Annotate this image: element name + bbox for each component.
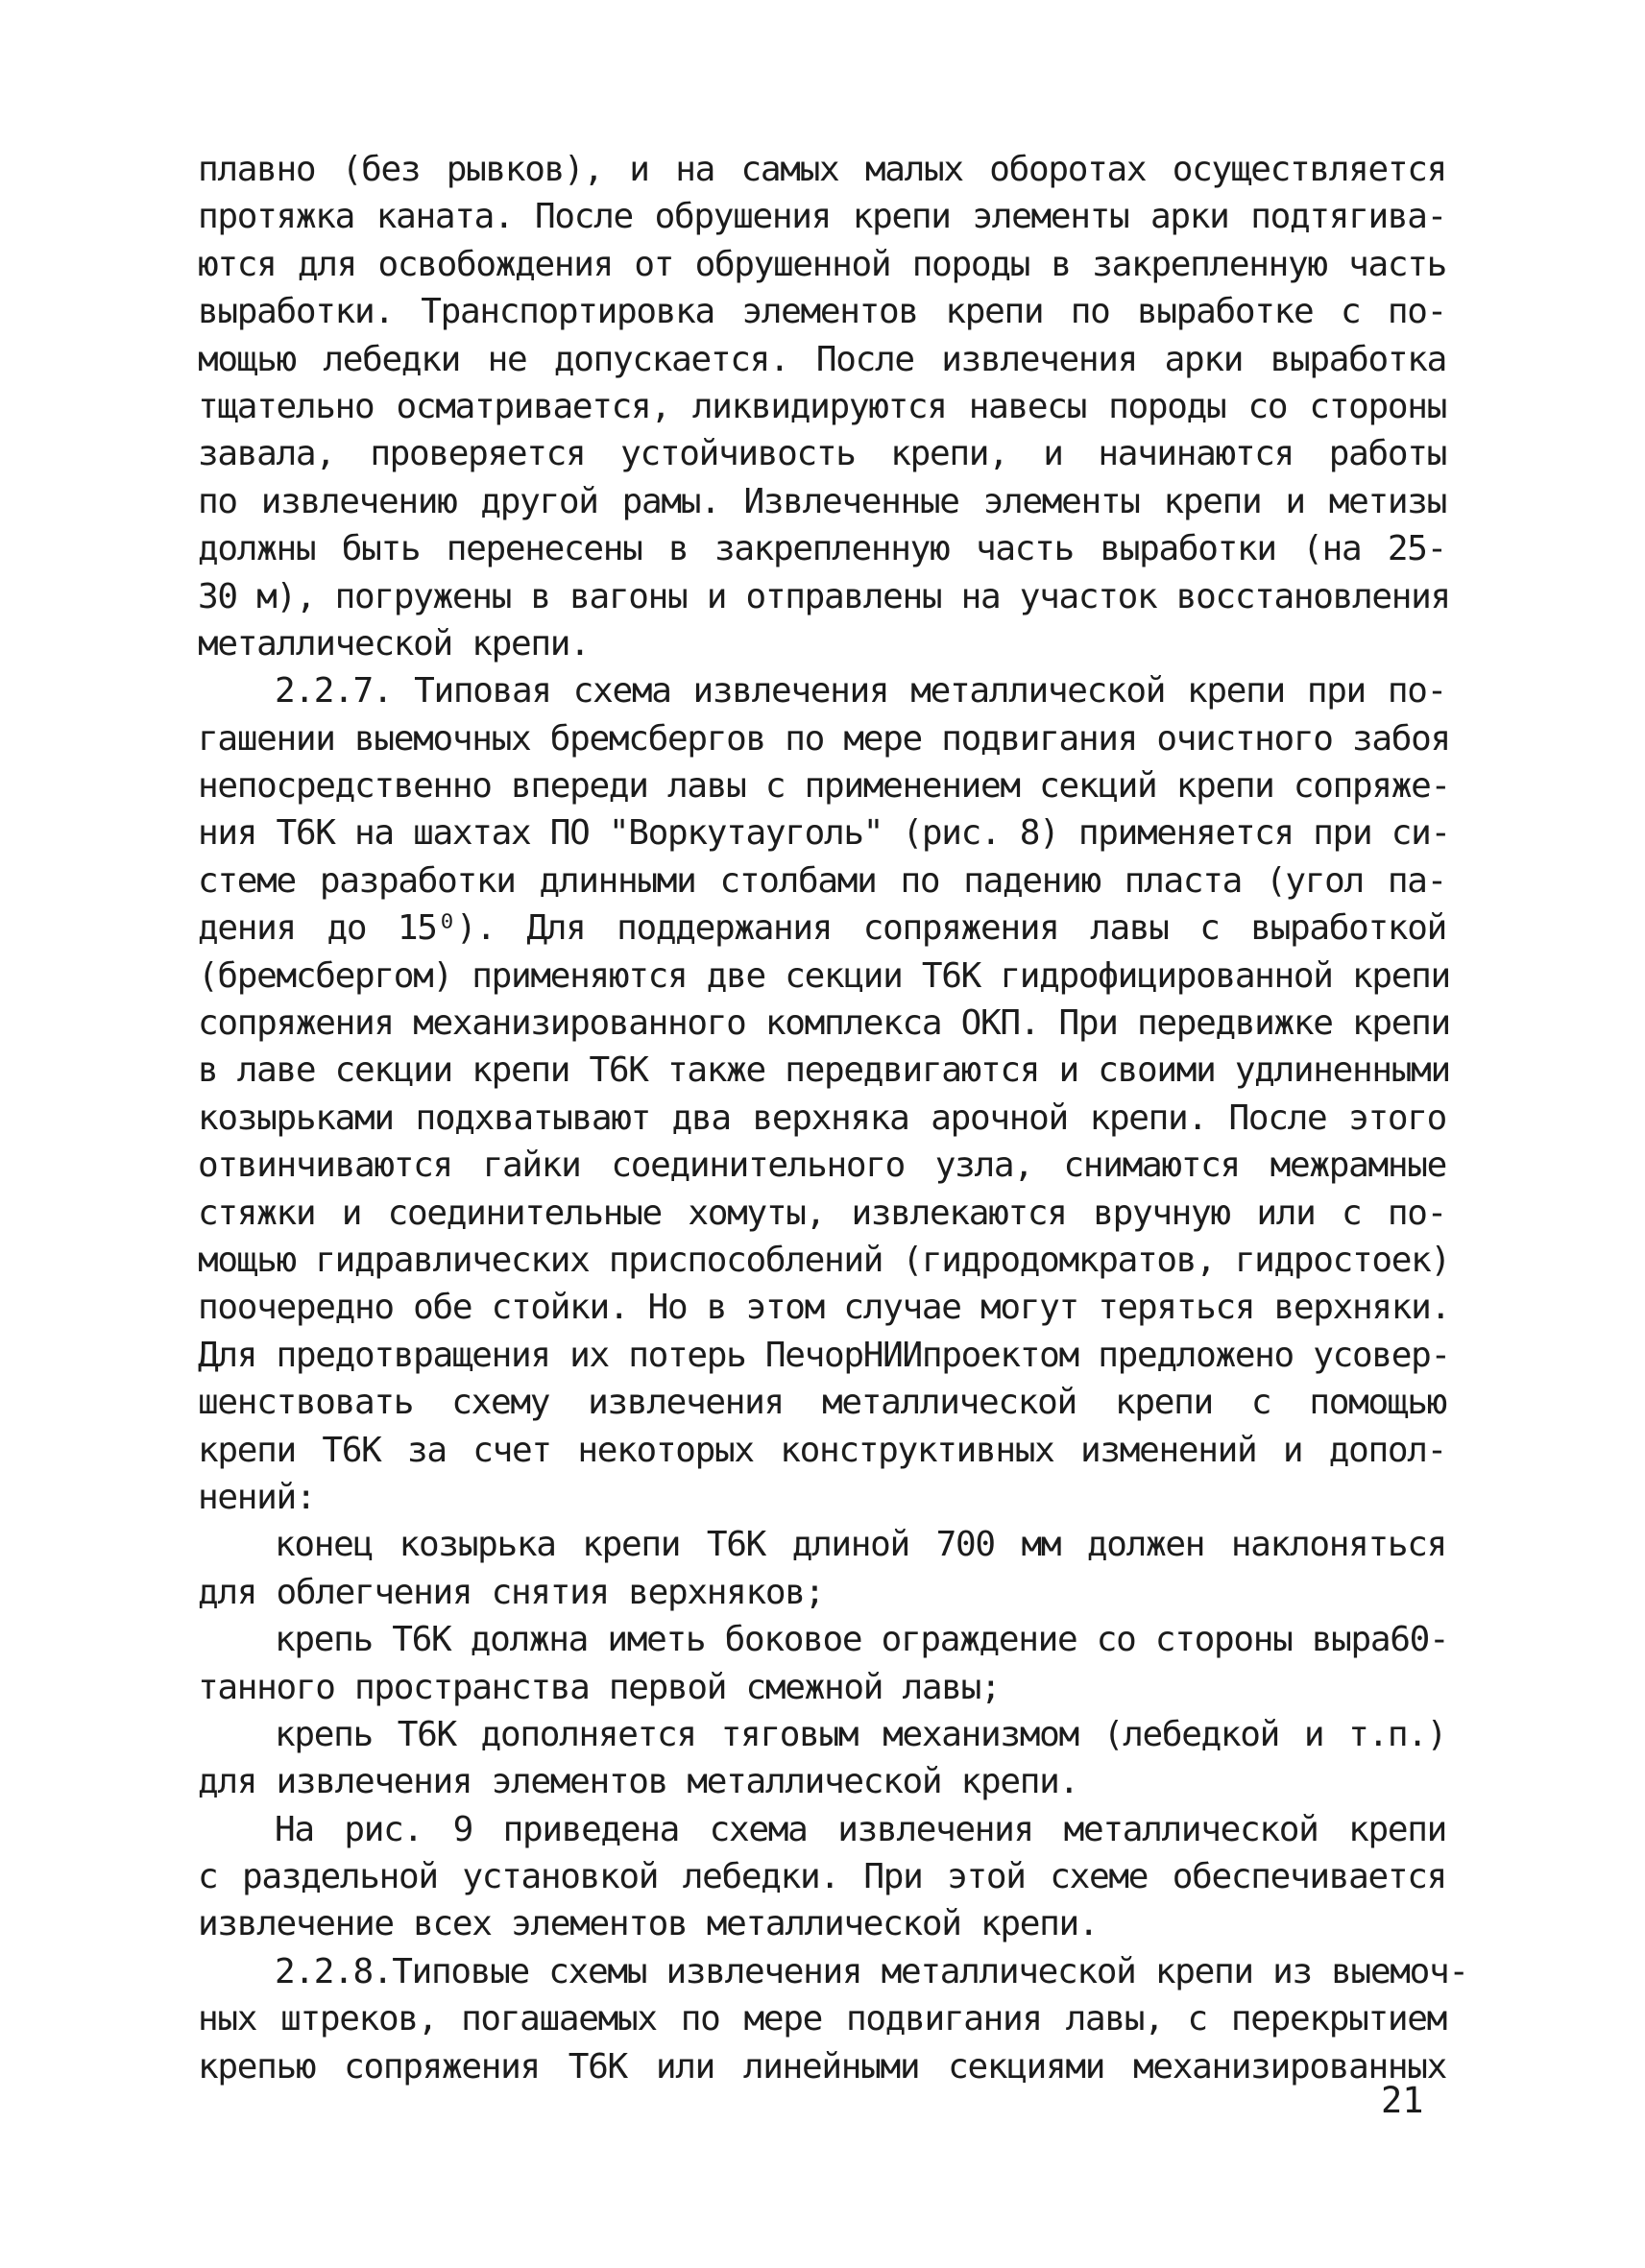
- text-line: крепи Т6К за счет некоторых конструктивных изменений и допол-: [198, 1430, 1446, 1470]
- text-line: стяжки и соединительные хомуты, извлекаются вручную или с по-: [198, 1193, 1446, 1233]
- body-text: [198, 146, 1468, 2090]
- text-line: крепью сопряжения Т6К или линейными секциями механизированных: [198, 2046, 1446, 2087]
- text-line: танного пространства первой смежной лавы;: [198, 1667, 1001, 1707]
- text-line: плавно (без рывков), и на самых малых оборотах осуществляется: [198, 150, 1446, 189]
- text-line: должны быть перенесены в закрепленную часть выработки (на 25-: [198, 529, 1446, 569]
- text-line: крепь Т6К дополняется тяговым механизмом (лебедкой и т.п.): [275, 1714, 1446, 1754]
- text-line: в лаве секции крепи Т6К также передвигаются и своими удлиненными: [198, 1050, 1450, 1091]
- text-line: металлической крепи.: [198, 623, 590, 664]
- text-line: конец козырька крепи Т6К длиной 700 мм должен наклоняться: [275, 1525, 1446, 1565]
- text-line: поочередно обе стойки. Но в этом случае могут теряться верхняки.: [198, 1288, 1450, 1328]
- text-line: ния Т6К на шахтах ПО "Воркутауголь" (рис. 8) применяется при си-: [198, 813, 1450, 854]
- text-line: 2.2.8.Типовые схемы извлечения металлической крепи из выемоч-: [275, 1951, 1468, 1991]
- text-line: 2.2.7. Типовая схема извлечения металлической крепи при по-: [275, 671, 1446, 712]
- text-line: для извлечения элементов металлической крепи.: [198, 1762, 1078, 1802]
- text-line: нений:: [198, 1477, 316, 1517]
- text-line: 30 м), погружены в вагоны и отправлены на участок восстановления: [198, 576, 1450, 616]
- text-line: дения до 15⁰). Для поддержания сопряжения лавы с выработкой: [198, 908, 1446, 949]
- text-line: отвинчиваются гайки соединительного узла, снимаются межрамные: [198, 1146, 1446, 1186]
- text-line: На рис. 9 приведена схема извлечения металлической крепи: [275, 1809, 1446, 1849]
- text-line: крепь Т6К должна иметь боковое ограждение со стороны выра60-: [275, 1620, 1449, 1660]
- text-line: для облегчения снятия верхняков;: [198, 1572, 824, 1612]
- text-line: ются для освобождения от обрушенной породы в закрепленную часть: [198, 244, 1446, 284]
- page-number: 21: [1381, 2080, 1424, 2121]
- text-line: Для предотвращения их потерь ПечорНИИпроектом предложено усовер-: [198, 1335, 1450, 1375]
- text-line: шенствовать схему извлечения металлической крепи с помощью: [198, 1383, 1446, 1423]
- text-line: мощью лебедки не допускается. После извлечения арки выработка: [198, 339, 1446, 379]
- text-line: ных штреков, погашаемых по мере подвигания лавы, с перекрытием: [198, 1999, 1446, 2039]
- text-line: (бремсбергом) применяются две секции Т6К гидрофицированной крепи: [198, 955, 1450, 996]
- text-line: завала, проверяется устойчивость крепи, и начинаются работы: [198, 434, 1446, 474]
- text-line: с раздельной установкой лебедки. При этой схеме обеспечивается: [198, 1857, 1446, 1897]
- text-line: протяжка каната. После обрушения крепи элементы арки подтягива-: [198, 197, 1446, 237]
- text-line: козырьками подхватывают два верхняка арочной крепи. После этого: [198, 1098, 1446, 1138]
- text-line: выработки. Транспортировка элементов крепи по выработке с по-: [198, 292, 1446, 332]
- text-line: тщательно осматривается, ликвидируются навесы породы со стороны: [198, 386, 1446, 426]
- text-line: стеме разработки длинными столбами по падению пласта (угол па-: [198, 860, 1446, 901]
- text-line: непосредственно впереди лавы с применением секций крепи сопряже-: [198, 766, 1450, 807]
- text-line: мощью гидравлических приспособлений (гидродомкратов, гидростоек): [198, 1240, 1450, 1280]
- text-line: извлечение всех элементов металлической крепи.: [198, 1904, 1099, 1944]
- text-line: сопряжения механизированного комплекса ОКП. При передвижке крепи: [198, 1003, 1450, 1044]
- text-line: по извлечению другой рамы. Извлеченные элементы крепи и метизы: [198, 481, 1446, 521]
- text-line: гашении выемочных бремсбергов по мере подвигания очистного забоя: [198, 718, 1450, 759]
